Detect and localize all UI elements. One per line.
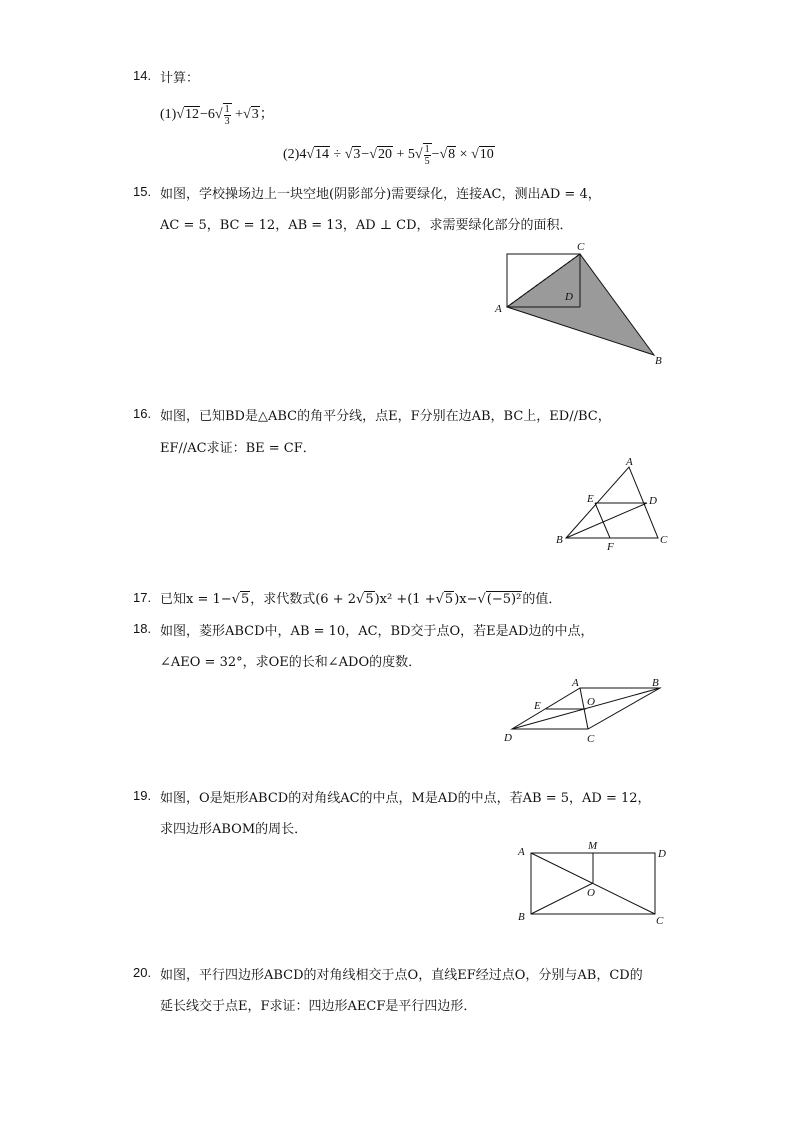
part2-radicand-4: 8: [448, 147, 456, 163]
label-a: A: [626, 456, 633, 468]
p17-text-b: ，求代数式(6 + 2: [250, 592, 357, 607]
part2-fraction: $\frac{1}{5}$: [424, 144, 430, 167]
part2-radicand-5: 10: [479, 147, 494, 163]
part2-radicand-1: 14: [315, 147, 330, 163]
problem-18-line2: ∠AEO = 32°，求OE的长和∠ADO的度数．: [160, 655, 422, 670]
label-d: D: [658, 848, 666, 860]
part2-coef: 4: [299, 147, 307, 163]
part2-op1: ÷: [333, 147, 342, 163]
part2-radicand-3: 20: [377, 147, 392, 163]
part1-radicand-a: 12: [185, 107, 200, 123]
p17-radicand-4: (−5)²: [486, 592, 522, 607]
problem-17-text: 已知x = 1−√5，求代数式(6 + 2√5)x² +(1 +√5)x−√(−5)²的值．: [160, 592, 562, 607]
part1-end: ；: [259, 107, 274, 123]
label-a: A: [495, 303, 502, 315]
p17-text-e: 的值．: [522, 592, 562, 607]
problem-15-line1: 如图，学校操场边上一块空地(阴影部分)需要绿化，连接AC，测出AD = 4，: [160, 187, 601, 202]
label-a: A: [518, 846, 525, 858]
label-a: A: [572, 677, 579, 689]
label-b: B: [518, 911, 525, 923]
label-d: D: [649, 495, 657, 507]
label-c: C: [577, 241, 585, 253]
problem-18-line1: 如图，菱形ABCD中，AB = 10，AC，BD交于点O，若E是AD边的中点，: [160, 624, 594, 639]
label-c: C: [587, 733, 595, 745]
problem-16-number: 16.: [133, 406, 152, 421]
label-b: B: [556, 534, 563, 546]
part1-op1: −6: [200, 107, 215, 123]
problem-17-number: 17.: [133, 590, 152, 605]
label-e: E: [534, 700, 541, 712]
problem-15-line2: AC = 5，BC = 12，AB = 13，AD ⊥ CD，求需要绿化部分的面积．: [160, 218, 573, 233]
label-m: M: [588, 840, 598, 852]
part2-label: (2): [283, 147, 300, 163]
part2-op4: −: [431, 147, 440, 163]
problem-14-title: 计算：: [160, 71, 200, 86]
part2-op3: + 5: [396, 147, 415, 163]
problem-16-figure: [550, 455, 675, 555]
label-b: B: [655, 355, 662, 367]
problem-15-figure: [490, 240, 670, 370]
part1-label: (1): [160, 107, 177, 123]
p17-text-a: 已知x = 1−: [160, 592, 232, 607]
problem-14-number: 14.: [133, 68, 152, 83]
label-f: F: [607, 541, 614, 553]
problem-20-number: 20.: [133, 965, 152, 980]
part2-radicand-2: 3: [353, 147, 361, 163]
label-o: O: [587, 696, 595, 708]
label-b: B: [652, 677, 659, 689]
problem-20-line2: 延长线交于点E，F求证：四边形AECF是平行四边形．: [160, 999, 477, 1014]
label-c: C: [660, 534, 668, 546]
p17-text-d: )x−: [454, 592, 478, 607]
problem-19-figure: [510, 838, 675, 933]
problem-16-line1: 如图，已知BD是△ABC的角平分线，点E，F分别在边AB，BC上，ED//BC，: [160, 409, 611, 424]
part2-op5: ×: [459, 147, 468, 163]
part2-op2: −: [361, 147, 370, 163]
segment-bd: [566, 503, 647, 538]
problem-20-line1: 如图，平行四边形ABCD的对角线相交于点O，直线EF经过点O，分别与AB，CD的: [160, 968, 643, 983]
problem-18-number: 18.: [133, 621, 152, 636]
p17-radicand-1: 5: [240, 592, 250, 607]
problem-19-line1: 如图，O是矩形ABCD的对角线AC的中点，M是AD的中点，若AB = 5，AD = 12，: [160, 791, 651, 806]
part1-op2: +: [235, 107, 244, 123]
p17-text-c: )x² +(1 +: [374, 592, 436, 607]
problem-16-line2: EF//AC求证：BE = CF．: [160, 441, 316, 456]
problem-14-part1: (1)√12−6√ $\frac{1}{3}$ +√3；: [160, 104, 274, 127]
part1-fraction: $\frac{1}{3}$: [224, 104, 230, 127]
part1-radicand-b: 3: [251, 107, 259, 123]
problem-14-part2: (2)4√14 ÷ √3−√20 + 5√ $\frac{1}{5}$ −√8 × √10: [283, 144, 494, 167]
problem-19-line2: 求四边形ABOM的周长．: [160, 822, 308, 837]
label-e: E: [587, 493, 594, 505]
problem-18-figure: [500, 675, 675, 747]
label-c: C: [656, 915, 664, 927]
label-d: D: [565, 291, 573, 303]
p17-radicand-2: 5: [365, 592, 374, 607]
p17-radicand-3: 5: [444, 592, 454, 607]
segment-bo: [531, 883, 593, 914]
label-o: O: [587, 887, 595, 899]
problem-19-number: 19.: [133, 788, 152, 803]
problem-15-number: 15.: [133, 184, 152, 199]
label-d: D: [504, 732, 512, 744]
